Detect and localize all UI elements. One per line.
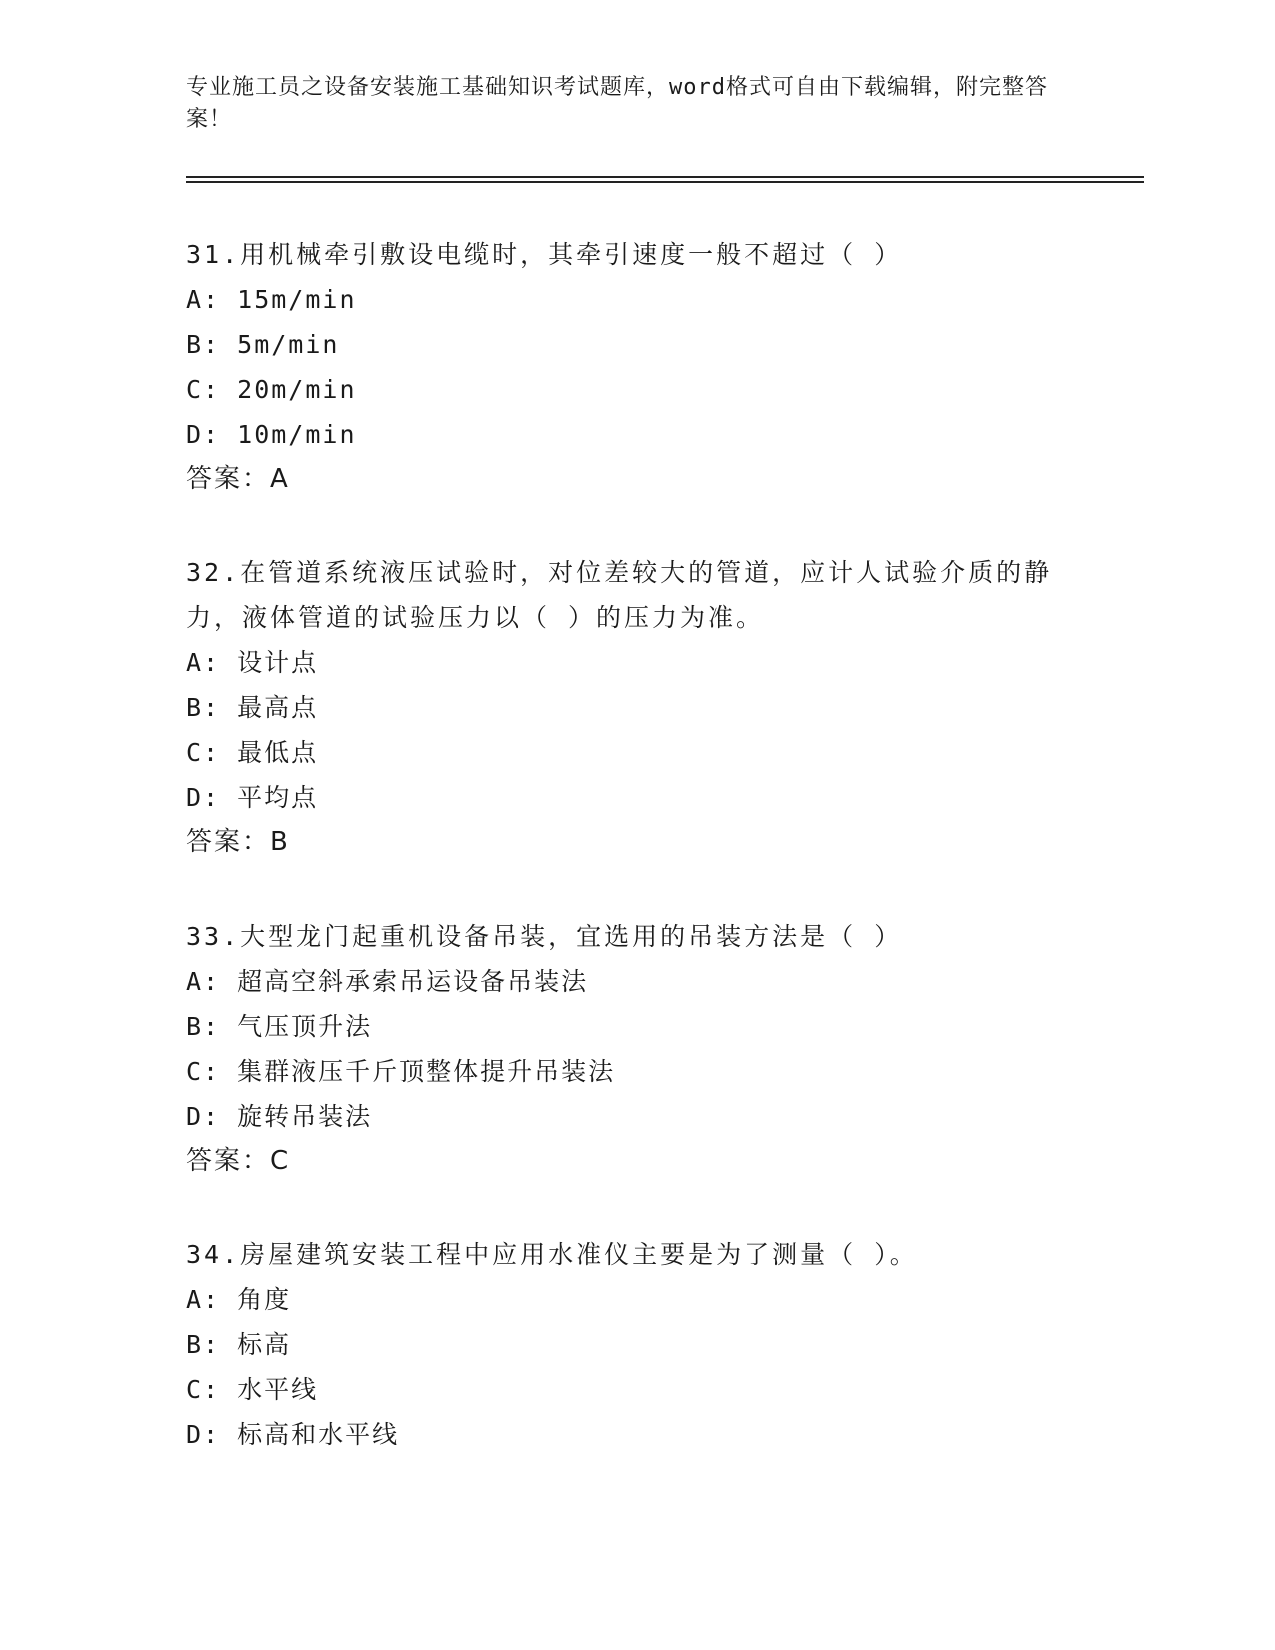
option-a: A: 设计点	[186, 648, 319, 677]
answer-line: 答案：C	[186, 1146, 291, 1176]
option-c: C: 水平线	[186, 1375, 319, 1404]
question-stem: 31.用机械牵引敷设电缆时，其牵引速度一般不超过（ ）	[186, 240, 903, 269]
question-stem: 32.在管道系统液压试验时，对位差较大的管道，应计人试验介质的静力，液体管道的试验压力以（ ）的压力为准。	[186, 558, 1053, 632]
document-header: 专业施工员之设备安装施工基础知识考试题库，word格式可自由下载编辑，附完整答案！	[186, 75, 1048, 132]
question-31	[186, 232, 1086, 502]
option-d: D: 标高和水平线	[186, 1420, 400, 1449]
question-32	[186, 550, 1086, 865]
option-b: B: 气压顶升法	[186, 1012, 373, 1041]
question-stem: 34.房屋建筑安装工程中应用水准仪主要是为了测量（ ）。	[186, 1240, 918, 1269]
answer-line: 答案：A	[186, 464, 290, 494]
option-a: A: 角度	[186, 1285, 292, 1314]
option-d: D: 10m/min	[186, 420, 357, 449]
option-a: A: 15m/min	[186, 285, 357, 314]
header-divider-bottom	[186, 181, 1144, 183]
option-c: C: 集群液压千斤顶整体提升吊装法	[186, 1057, 616, 1086]
question-33	[186, 914, 1086, 1184]
option-d: D: 旋转吊装法	[186, 1102, 373, 1131]
option-b: B: 标高	[186, 1330, 292, 1359]
question-34	[186, 1232, 1086, 1457]
option-c: C: 20m/min	[186, 375, 357, 404]
option-b: B: 5m/min	[186, 330, 340, 359]
option-b: B: 最高点	[186, 693, 319, 722]
option-d: D: 平均点	[186, 783, 319, 812]
question-stem: 33.大型龙门起重机设备吊装，宜选用的吊装方法是（ ）	[186, 922, 903, 951]
answer-line: 答案：B	[186, 827, 290, 857]
header-divider-top	[186, 176, 1144, 178]
option-a: A: 超高空斜承索吊运设备吊装法	[186, 967, 589, 996]
option-c: C: 最低点	[186, 738, 319, 767]
